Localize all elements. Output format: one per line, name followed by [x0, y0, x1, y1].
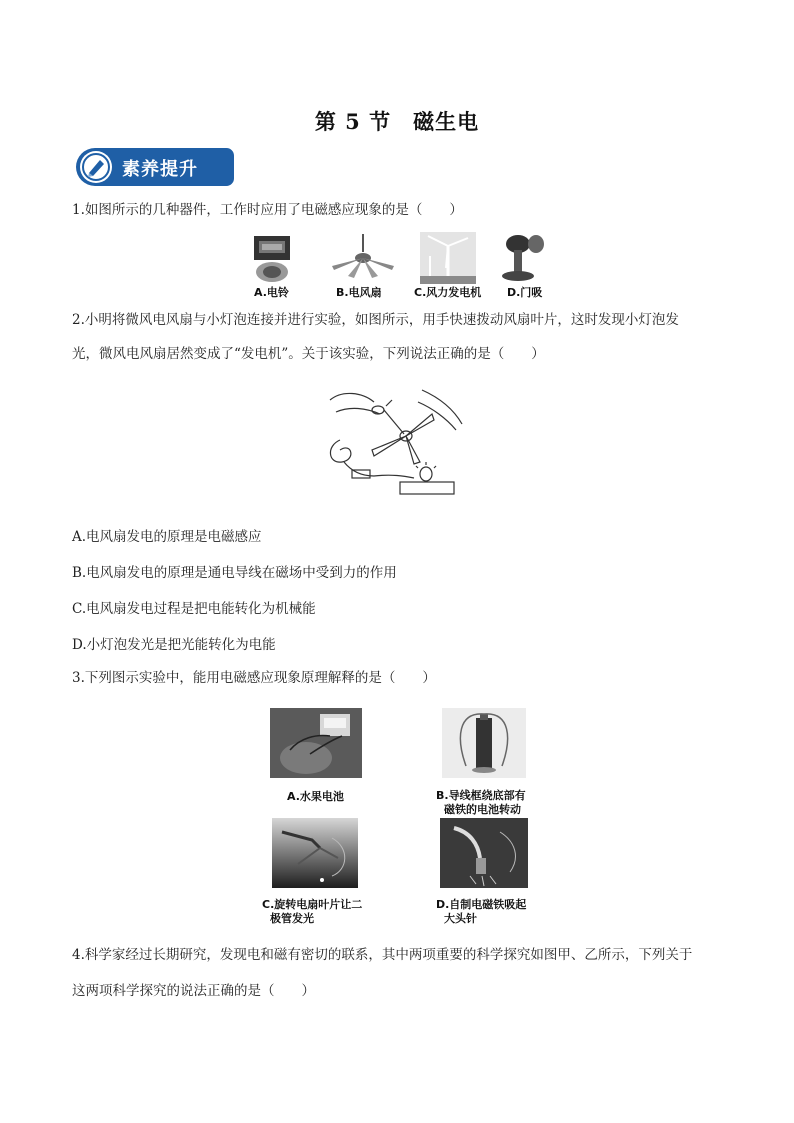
fruit-battery-photo [270, 708, 362, 778]
pencil-badge-icon [80, 151, 112, 183]
question-1-label-c: C.风力发电机 [414, 286, 482, 299]
question-3-label-b: B.导线框绕底部有 磁铁的电池转动 [436, 789, 526, 816]
question-1-label-d: D.门吸 [507, 286, 543, 299]
fan-generator-diagram [322, 380, 472, 506]
section-number: 第 5 节 [314, 109, 392, 134]
battery-wire-frame-photo [442, 708, 526, 778]
section-topic: 磁生电 [413, 109, 480, 134]
page-title [0, 106, 794, 136]
wind-turbine-image [420, 232, 476, 284]
electromagnet-pins-photo [440, 818, 528, 888]
question-2-option-c: C.电风扇发电过程是把电能转化为机械能 [72, 601, 316, 617]
section-banner [76, 148, 234, 186]
electric-bell-image [248, 232, 296, 284]
question-2-option-d: D.小灯泡发光是把光能转化为电能 [72, 637, 276, 653]
question-3-label-a: A.水果电池 [287, 790, 344, 803]
question-2-stem-line-2: 光，微风电风扇居然变成了“发电机”。关于该实验，下列说法正确的是（ ） [72, 346, 545, 362]
question-3-label-d: D.自制电磁铁吸起 大头针 [436, 898, 527, 925]
question-1-label-b: B.电风扇 [336, 286, 382, 299]
question-3-label-c: C.旋转电扇叶片让二 极管发光 [262, 898, 363, 925]
question-3-stem: 3.下列图示实验中，能用电磁感应现象原理解释的是（ ） [72, 670, 436, 686]
question-2-option-a: A.电风扇发电的原理是电磁感应 [72, 529, 262, 545]
question-4-stem-line-1: 4.科学家经过长期研究，发现电和磁有密切的联系，其中两项重要的科学探究如图甲、乙所示，下列关于 [72, 947, 693, 963]
ceiling-fan-image [328, 232, 398, 284]
question-1-stem: 1.如图所示的几种器件，工作时应用了电磁感应现象的是（ ） [72, 202, 463, 218]
door-stopper-image [500, 232, 548, 284]
question-1-label-a: A.电铃 [254, 286, 289, 299]
fan-diode-photo [272, 818, 358, 888]
question-2-option-b: B.电风扇发电的原理是通电导线在磁场中受到力的作用 [72, 565, 397, 581]
question-4-stem-line-2: 这两项科学探究的说法正确的是（ ） [72, 983, 315, 999]
banner-label: 素养提升 [122, 159, 198, 180]
question-2-stem-line-1: 2.小明将微风电风扇与小灯泡连接并进行实验，如图所示，用手快速拨动风扇叶片，这时发现小灯泡发 [72, 312, 679, 328]
